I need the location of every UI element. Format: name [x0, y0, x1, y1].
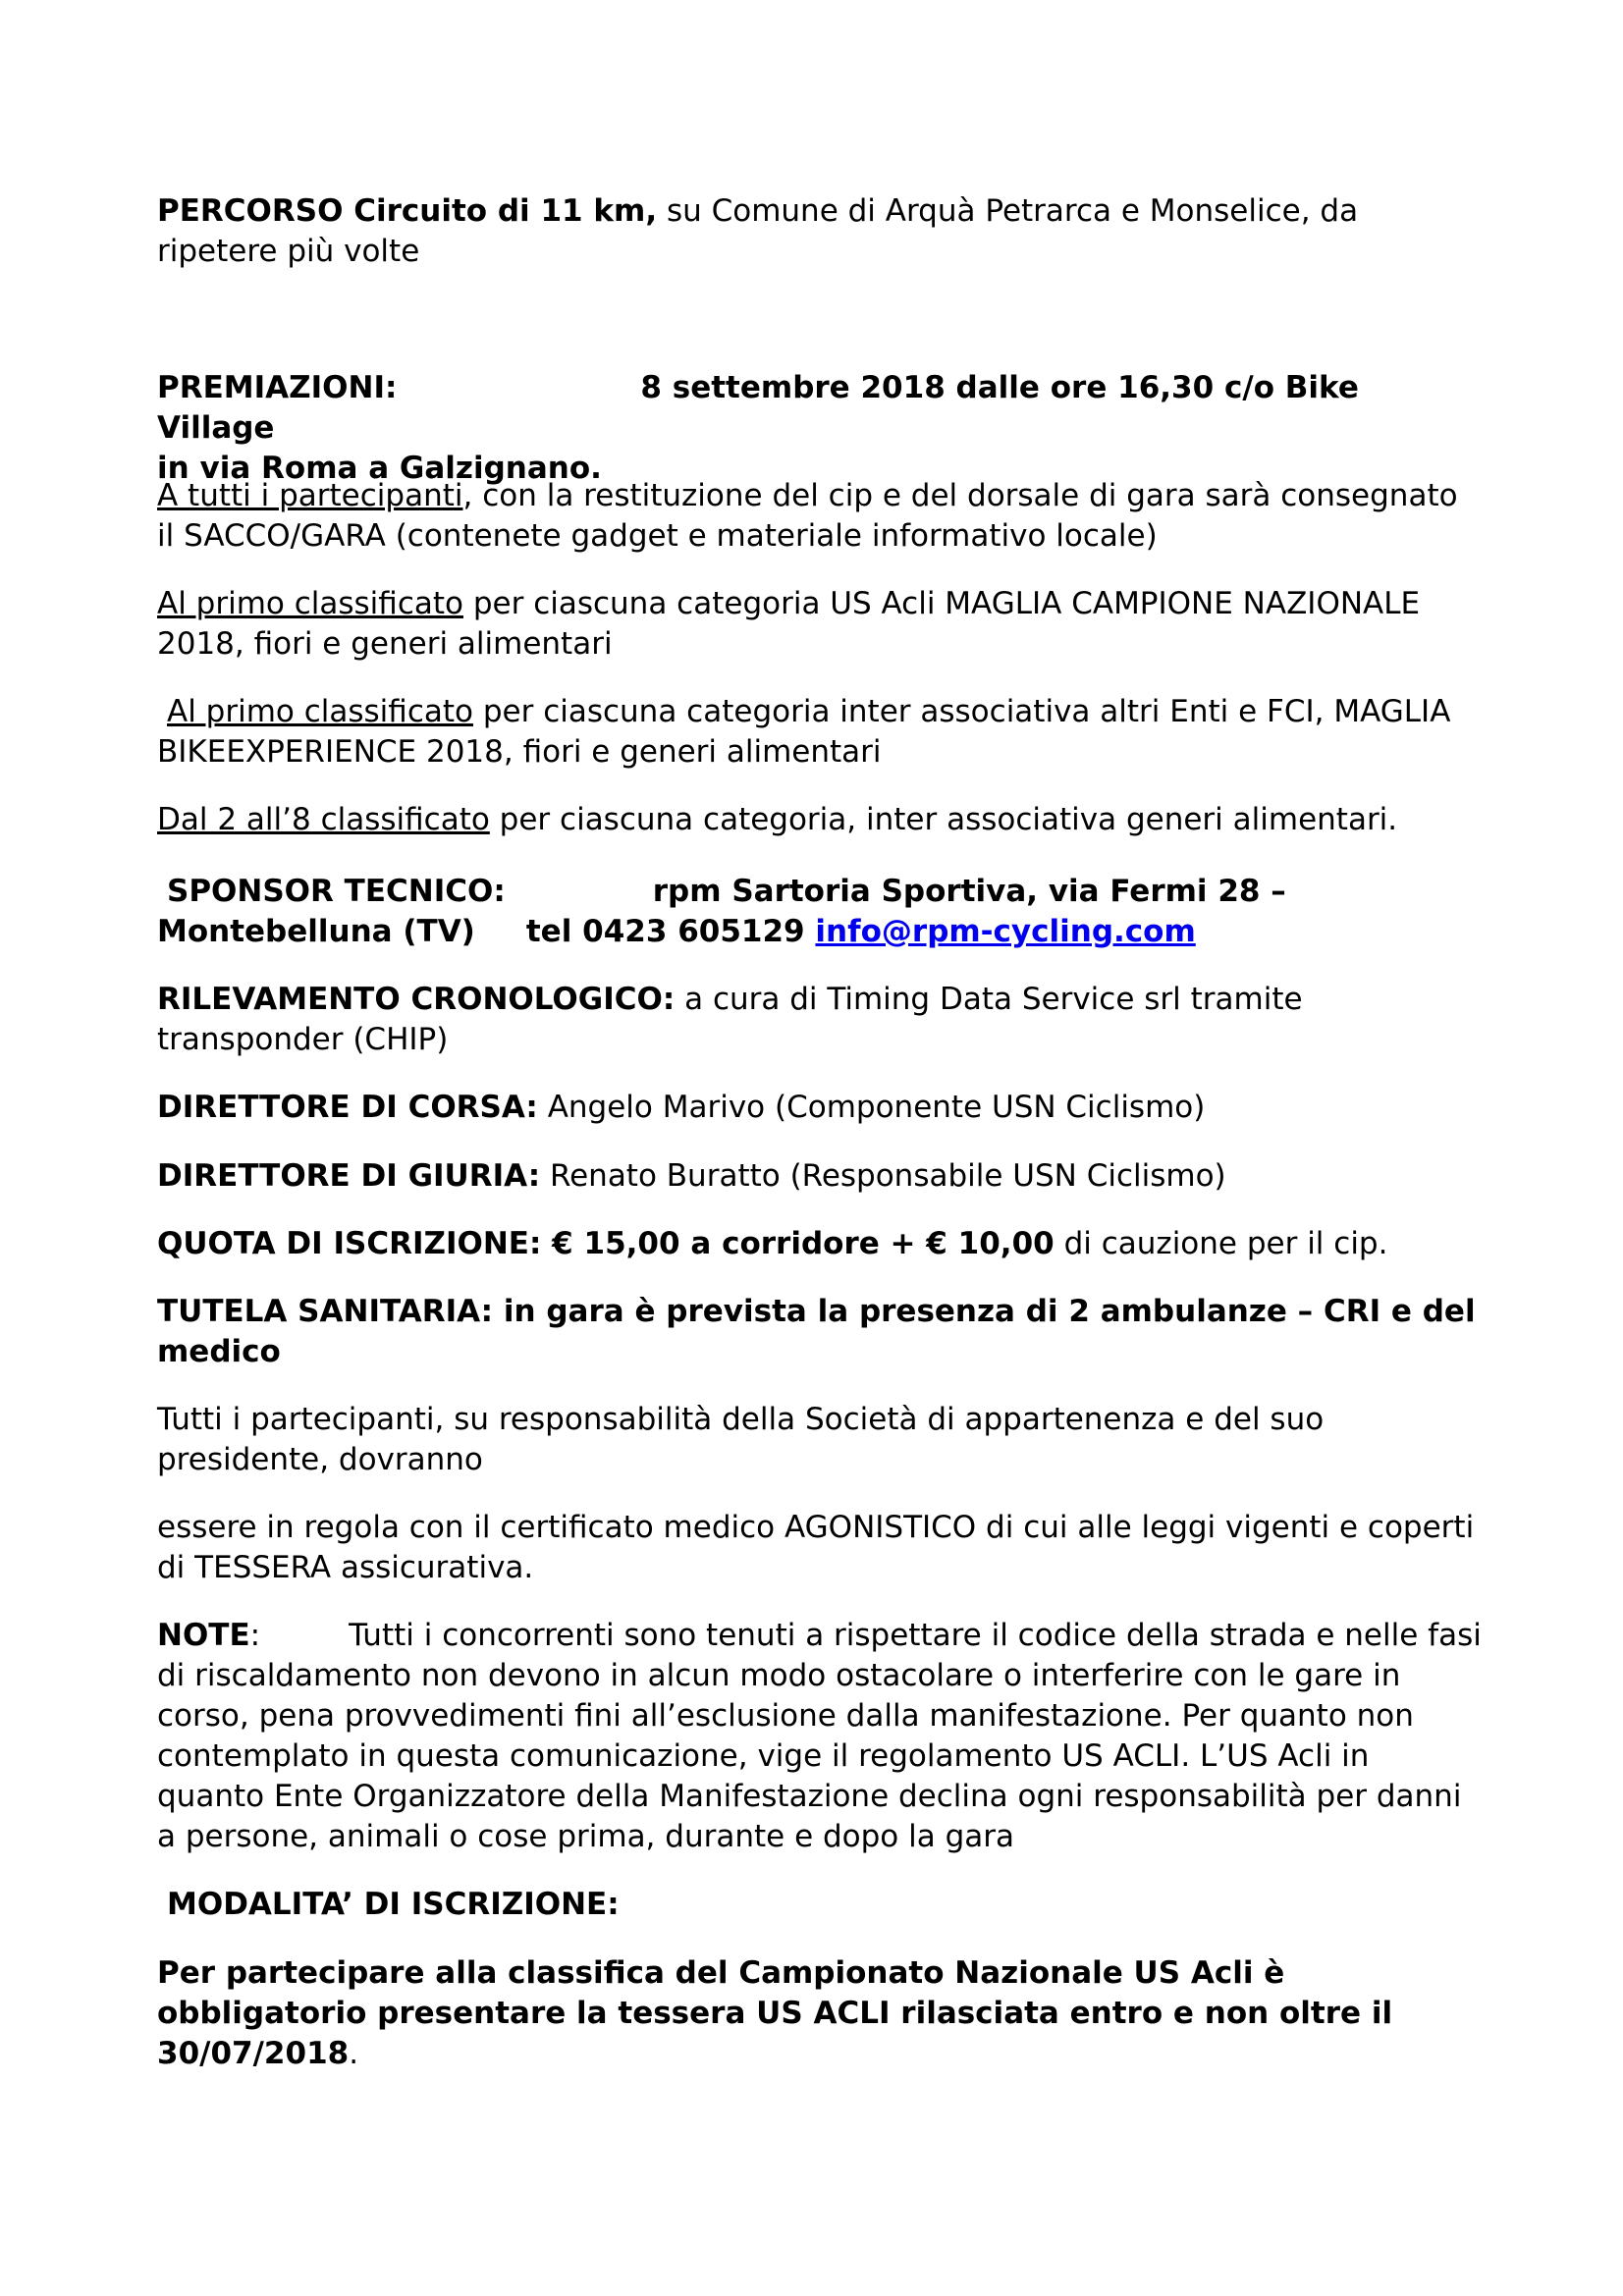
- note-label: NOTE: [157, 1618, 250, 1653]
- partecipanti-text-1: Tutti i partecipanti, su responsabilità della Società di appartenenza e del suo presidente, dovranno: [157, 1402, 1325, 1477]
- sponsor-paragraph: [157, 872, 1483, 952]
- premiazioni-date: 8 settembre 2018 dalle ore 16,30 c/o Bike Village: [157, 370, 1359, 446]
- quota-paragraph: [157, 1224, 1483, 1264]
- premio-recipient-2: Al primo classificato: [157, 586, 463, 621]
- partecipanti-paragraph-2: [157, 1508, 1483, 1588]
- premio-paragraph-3: [157, 692, 1483, 773]
- quota-text: di cauzione per il cip.: [1054, 1226, 1388, 1261]
- sponsor-phone: tel 0423 605129: [525, 914, 805, 949]
- premio-text-1: , con la restituzione del cip e del dorsale di gara sarà consegnato il SACCO/GARA (contenete gadget e materiale informativo locale): [157, 478, 1458, 554]
- premiazioni-label: PREMIAZIONI:: [157, 370, 398, 405]
- premio-recipient-1: A tutti i partecipanti: [157, 478, 463, 513]
- campionato-end: .: [349, 2036, 359, 2071]
- premio-recipient-3: Al primo classificato: [167, 694, 473, 729]
- premio-paragraph-2: [157, 584, 1483, 665]
- note-paragraph: [157, 1616, 1483, 1857]
- percorso-paragraph: [157, 191, 1483, 272]
- tutela-label: TUTELA SANITARIA: in gara è prevista la presenza di 2 ambulanze – CRI e del medico: [157, 1294, 1476, 1369]
- direttore-corsa-text: Angelo Marivo (Componente USN Ciclismo): [537, 1090, 1206, 1125]
- sponsor-label: SPONSOR TECNICO:: [167, 874, 506, 909]
- tutela-paragraph: [157, 1292, 1483, 1372]
- direttore-giuria-paragraph: [157, 1156, 1483, 1197]
- campionato-paragraph: [157, 1953, 1483, 2074]
- modalita-paragraph: [157, 1885, 1483, 1925]
- premiazioni-location: in via Roma a Galzignano.: [157, 451, 602, 486]
- note-colon: :: [249, 1618, 261, 1653]
- premio-text-4: per ciascuna categoria, inter associativa generi alimentari.: [489, 802, 1398, 837]
- direttore-giuria-text: Renato Buratto (Responsabile USN Ciclismo): [540, 1158, 1226, 1194]
- partecipanti-text-2: essere in regola con il certificato medico AGONISTICO di cui alle leggi vigenti e coperti di TESSERA assicurativa.: [157, 1510, 1475, 1585]
- premiazioni-paragraph: [157, 368, 1483, 489]
- direttore-corsa-label: DIRETTORE DI CORSA:: [157, 1090, 538, 1125]
- rilevamento-label: RILEVAMENTO CRONOLOGICO:: [157, 982, 676, 1017]
- direttore-giuria-label: DIRETTORE DI GIURIA:: [157, 1158, 541, 1194]
- premio-paragraph-1: [157, 476, 1483, 557]
- partecipanti-paragraph-1: [157, 1400, 1483, 1480]
- percorso-label: PERCORSO Circuito di 11 km,: [157, 193, 658, 229]
- premio-recipient-4: Dal 2 all’8 classificato: [157, 802, 490, 837]
- campionato-text: Per partecipare alla classifica del Campionato Nazionale US Acli è obbligatorio presentare la tessera US ACLI rilasciata entro e non oltre il 30/07/2018: [157, 1955, 1393, 2071]
- quota-label: QUOTA DI ISCRIZIONE: € 15,00 a corridore + € 10,00: [157, 1226, 1055, 1261]
- premio-text-2: per ciascuna categoria US Acli MAGLIA CAMPIONE NAZIONALE 2018, fiori e generi alimentari: [157, 586, 1421, 662]
- percorso-text: su Comune di Arquà Petrarca e Monselice, da ripetere più volte: [157, 193, 1359, 269]
- direttore-corsa-paragraph: [157, 1088, 1483, 1128]
- premio-paragraph-4: [157, 800, 1483, 840]
- sponsor-city: Montebelluna (TV): [157, 914, 475, 949]
- sponsor-email-link[interactable]: info@rpm-cycling.com: [815, 914, 1196, 949]
- rilevamento-text: a cura di Timing Data Service srl tramite transponder (CHIP): [157, 982, 1303, 1057]
- note-text: Tutti i concorrenti sono tenuti a rispettare il codice della strada e nelle fasi di riscaldamento non devono in alcun modo ostacolare o interferire con le gare in corso, pena provvedimenti fini all’esclusione dalla manifestazione. Per quanto non contemplato in questa comunicazione, vige il regolamento US ACLI. L’US Acli in quanto Ente Organizzatore della Manifestazione declina ogni responsabilità per danni a persone, animali o cose prima, durante e dopo la gara: [157, 1618, 1482, 1854]
- sponsor-name: rpm Sartoria Sportiva, via Fermi 28 –: [652, 874, 1286, 909]
- modalita-label: MODALITA’ DI ISCRIZIONE:: [167, 1887, 620, 1922]
- rilevamento-paragraph: [157, 980, 1483, 1060]
- premio-text-3: per ciascuna categoria inter associativa altri Enti e FCI, MAGLIA BIKEEXPERIENCE 2018, fiori e generi alimentari: [157, 694, 1451, 770]
